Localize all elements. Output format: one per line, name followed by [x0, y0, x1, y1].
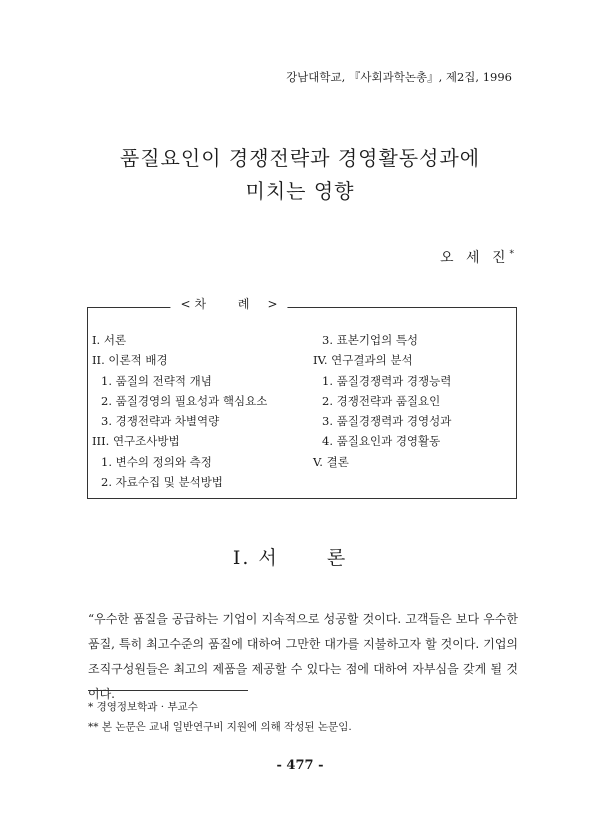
toc-item: 3. 표본기업의 특성 [322, 333, 419, 347]
toc-item: V. 결론 [313, 454, 349, 469]
section-number: I. [232, 547, 251, 569]
toc-item: I. 서론 [92, 333, 127, 347]
toc-item: 1. 품질의 전략적 개념 [101, 373, 212, 388]
footnote-divider [88, 690, 248, 691]
toc-item: 1. 변수의 정의와 측정 [101, 454, 212, 469]
section-heading [0, 543, 600, 570]
toc-item: 2. 품질경영의 필요성과 핵심요소 [101, 393, 268, 408]
toc-item: III. 연구조사방법 [92, 434, 180, 449]
journal-citation: 강남대학교, 『사회과학논총』, 제2집, 1996 [286, 70, 512, 84]
toc-item: 3. 품질경쟁력과 경영성과 [322, 414, 452, 429]
page-number: - 477 - [276, 758, 324, 773]
toc-heading: < 차 례 > [170, 295, 287, 312]
toc-item: 4. 품질요인과 경영활동 [322, 434, 441, 449]
toc-label: 차 례 [194, 297, 264, 311]
author [440, 247, 514, 267]
body-paragraph: “우수한 품질을 공급하는 기업이 지속적으로 성공할 것이다. 고객들은 보다 우수한 품질, 특히 최고수준의 품질에 대하여 그만한 대가를 지불하고자 할 것이다. 기업의 조직구성원들은 최고의 제품을 제공할 수 있다는 점에 대하여 자부심을 갖게 될 것이다. [88, 612, 518, 701]
toc-item: IV. 연구결과의 분석 [313, 353, 413, 368]
toc-left-column [92, 330, 267, 492]
footnote: * 경영정보학과 · 부교수 [88, 701, 198, 713]
footnotes [88, 697, 352, 737]
toc-item: 2. 경쟁전략과 품질요인 [322, 393, 441, 408]
toc-item: 1. 품질경쟁력과 경쟁능력 [322, 373, 452, 388]
toc-item: 3. 경쟁전략과 차별역량 [101, 414, 220, 429]
author-name: 오 세 진 [440, 250, 510, 266]
footnote: ** 본 논문은 교내 일반연구비 지원에 의해 작성된 논문임. [88, 721, 352, 733]
toc-right-column [313, 330, 451, 472]
toc-item: II. 이론적 배경 [92, 353, 168, 368]
section-title: 서 론 [258, 547, 368, 569]
paper-title-line-2: 미치는 영향 [245, 179, 355, 203]
author-footnote-mark: * [509, 249, 514, 260]
toc-item: 2. 자료수집 및 분석방법 [101, 475, 223, 490]
paper-title-line-1: 품질요인이 경쟁전략과 경영활동성과에 [119, 146, 481, 170]
